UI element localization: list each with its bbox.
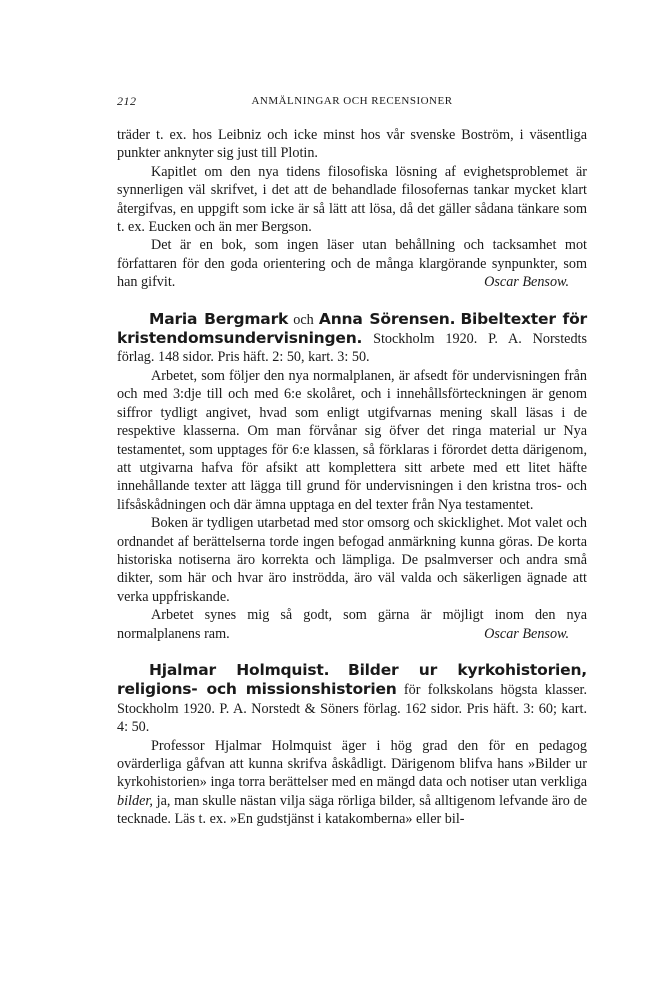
review-heading — [117, 661, 587, 737]
paragraph: Boken är tydligen utarbetad med stor omsorg och skicklighet. Mot valet och ordnandet af berättelserna torde ingen befogad anmärkning kunna göras. De korta historiska notiserna äro korrekta och lämpliga. De psalmverser och andra små dikter, som här och hvar äro inströdda, äro väl valda och säkerligen ägnade att verka uppfriskande. — [117, 515, 587, 605]
author-name: Maria Bergmark — [149, 309, 289, 328]
paragraph-text: Professor Hjalmar Holmquist äger i hög grad den för en pedagog ovärderliga gåfvan att kunna skrifva åskådligt. Därigenom blifva hans »Bilder ur kyrkohistorien» inga torra berättelser med en mängd data och notiser utan verkliga — [117, 737, 587, 791]
publication-info: Stockholm 1920. P. A. Norstedts förlag. 148 sidor. Pris häft. 2: 50, kart. 3: 50. — [117, 331, 587, 366]
page-number: 212 — [117, 94, 137, 108]
paragraph — [117, 606, 587, 643]
author-name: Hjalmar Holmquist. — [149, 660, 330, 679]
paragraph-text: Det är en bok, som ingen läser utan behållning och tacksamhet mot författaren för den goda orientering och de många klargörande synpunkter, som han gifvit. — [117, 237, 587, 291]
book-page — [117, 92, 587, 829]
book-title: Bilder ur kyrkohistorien, religions- och missionshistorien — [117, 660, 587, 699]
paragraph — [117, 737, 587, 829]
emphasis: bilder, — [117, 792, 153, 809]
conjunction: och — [293, 311, 314, 328]
paragraph — [117, 236, 587, 291]
book-subtitle: för folkskolans högsta klasser. — [403, 682, 587, 699]
paragraph-text: Arbetet synes mig så godt, som gärna är möjligt inom den nya normalplanens ram. — [117, 607, 587, 642]
running-title: ANMÄLNINGAR OCH RECENSIONER — [251, 95, 453, 107]
paragraph: Kapitlet om den nya tidens filosofiska lösning af evighetsproblemet är synnerligen väl skrifvet, i det att de behandlade filosofernas tankar mycket klart återgifvas, en uppgift som icke är så lätt att lösa, då det gäller sådana tänkare som t. ex. Eucken och än mer Bergson. — [117, 163, 587, 236]
signature: Oscar Bensow. — [484, 274, 569, 291]
running-head — [117, 92, 587, 112]
paragraph: träder t. ex. hos Leibniz och icke minst hos vår svenske Boström, i väsentliga punkter anknyter sig just till Plotin. — [117, 127, 587, 162]
book-title: Bibeltexter för kristendomsundervisningen. — [117, 309, 587, 348]
paragraph-text: ja, man skulle nästan vilja säga rörliga bilder, så alltigenom lefvande äro de tecknade. Läs t. ex. »En gudstjänst i katakomberna» eller bil- — [117, 792, 587, 828]
paragraph: Arbetet, som följer den nya normalplanen, är afsedt för undervisningen från och med 3:dje till och med 6:e skolåret, och i innehållsförteckningen är genom siffror tydligt angivet, hvad som enligt utgifvarnas mening skall läsas i de respektive klasserna. Om man förvånar sig öfver det ringa material ur Nya testamentet, som upptages för 6:e klassen, så förklaras i förordet detta därigenom, att utgivarna hafva för afsikt att komplettera sitt arbete med ett litet häfte innehållande texter att lägga till grund för undervisningen i den kristna tros- och lifsåskådningen och där ämna upptaga en del texter från Nya testamentet. — [117, 367, 587, 513]
review-heading — [117, 310, 587, 367]
author-name: Anna Sörensen. — [318, 309, 456, 328]
publication-info: Stockholm 1920. P. A. Norstedt & Söners förlag. 162 sidor. Pris häft. 3: 60; kart. 4: 50. — [117, 700, 587, 736]
signature: Oscar Bensow. — [484, 625, 569, 642]
